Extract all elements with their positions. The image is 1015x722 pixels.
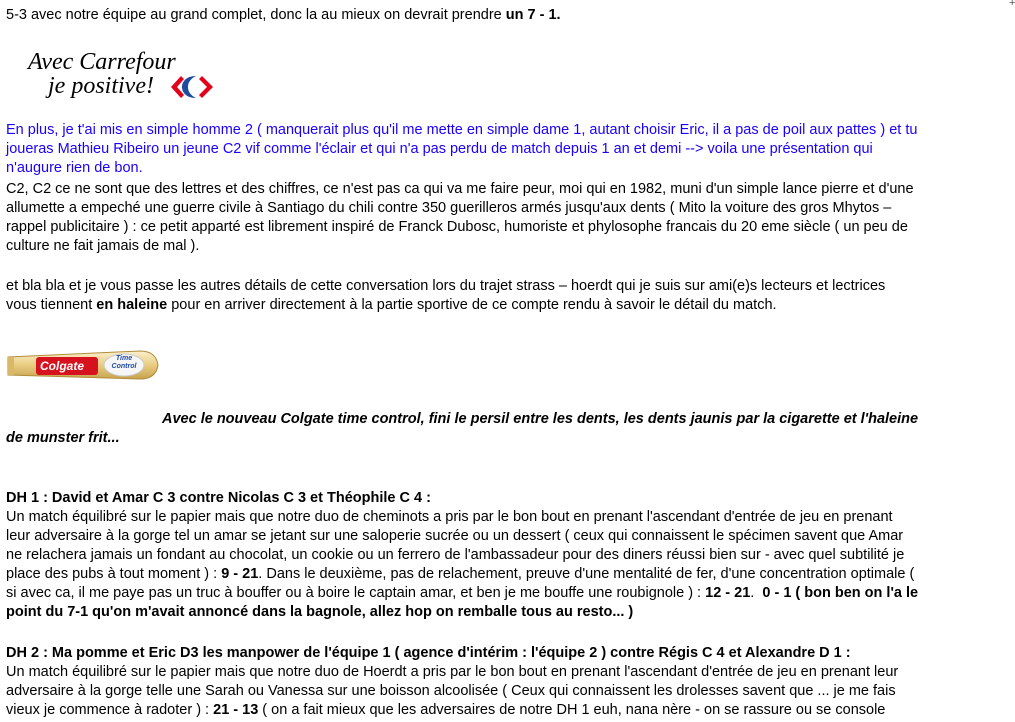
- dh1-set2-score: 12 - 21: [705, 585, 751, 601]
- dh2-section: DH 2 : Ma pomme et Eric D3 les manpower de l'équipe 1 ( agence d'intérim : l'équipe 2 ) contre Régis C 4 et Alexandre D 1 : Un match équilibré sur le papier mais que notre duo de Hoerdt a pris par le bon bout en prenant l'ascendant d'entrée de jeu en prenant leur adversaire à la gorge telle une Sarah ou Vanessa sur une boisson alcoolisée ( Ceux qui connaissent les drolesses savent que ... je me fais vieux je commence à radoter ) : 21 - 13 ( on a fait mieux que les adversaires de notre DH 1 euh, nana nère - on se rassure ou se console: [6, 645, 899, 718]
- colgate-tube-icon: [6, 345, 164, 387]
- carrefour-slogan-line1: Avec Carrefour: [28, 49, 176, 75]
- dh2-heading: DH 2 : Ma pomme et Eric D3 les manpower de l'équipe 1 ( agence d'intérim : l'équipe 2 ) contre Régis C 4 et Alexandre D 1 :: [6, 645, 851, 661]
- carrefour-logo-icon: [168, 74, 216, 100]
- carrefour-ad-image: [22, 48, 232, 104]
- blue-paragraph: En plus, je t'ai mis en simple homme 2 ( manquerait plus qu'il me mette en simple dame 1, autant choisir Eric, il a pas de poil aux pattes ) et tu joueras Mathieu Ribeiro un jeune C2 vif comme l'éclair et qui n'a pas perdu de match depuis 1 an et demi --> voila une présentation qui n'augure rien de bon.: [6, 122, 918, 176]
- intro-fragment: 5-3 avec notre équipe au grand complet, donc la au mieux on devrait prendre un 7 - 1.: [6, 7, 561, 23]
- colgate-toothpaste-image: [6, 345, 164, 387]
- colgate-product-label-1: Time: [115, 355, 133, 362]
- predicted-score: un 7 - 1.: [505, 7, 561, 23]
- colgate-product-label-2: Control: [111, 363, 137, 370]
- c2-paragraph: C2, C2 ce ne sont que des lettres et des chiffres, ce n'est pas ca qui va me faire peur, moi qui en 1982, muni d'un simple lance pierre et d'une allumette a empeché une guerre civile à Santiago du chili contre 350 guerilleros armés jusqu'aux dents ( Mito la voiture des gros Mhytos – rappel publicitaire ) : ce petit apparté est librement inspiré de Franck Dubosc, humoriste et phylosophe francais du 20 eme siècle ( un peu de culture ne fait jamais de mal ).: [6, 181, 914, 254]
- colgate-caption: Avec le nouveau Colgate time control, fini le persil entre les dents, les dents jaunis par la cigarette et l'haleine de munster frit...: [6, 411, 919, 446]
- dh1-match-result: 0 - 1 ( bon ben on l'a le: [762, 585, 919, 601]
- dh1-heading: DH 1 : David et Amar C 3 contre Nicolas C 3 et Théophile C 4 :: [6, 490, 431, 506]
- dh1-set1-score: 9 - 21: [221, 566, 259, 582]
- dh2-set1-score: 21 - 13: [213, 702, 259, 718]
- colgate-brand-label: Colgate: [40, 359, 85, 373]
- carrefour-slogan-line2: je positive!: [48, 73, 154, 99]
- bla-paragraph: et bla bla et je vous passe les autres détails de cette conversation lors du trajet strass – hoerdt qui je suis sur ami(e)s lecteurs et lectrices vous tiennent en haleine pour en arriver directement à la partie sportive de ce compte rendu à savoir le détail du match.: [6, 278, 886, 313]
- en-haleine-emphasis: en haleine: [96, 297, 168, 313]
- scroll-edge-marker: +: [1009, 0, 1015, 9]
- dh1-section: DH 1 : David et Amar C 3 contre Nicolas C 3 et Théophile C 4 : Un match équilibré sur le papier mais que notre duo de cheminots a pris par le bon bout en prenant l'ascendant d'entrée de jeu en prenant leur adversaire à la gorge tel un amar se jetant sur une saloperie sucrée ou un dessert ( ceux qui connaissent le spécimen savent que Amar ne relachera jamais un fondant au chocolat, un cookie ou un ferrero de l'ambassadeur pour des diners réussi bien sur - avec quel subtilité je place des pubs à tout moment ) : 9 - 21. Dans le deuxième, pas de relachement, preuve d'une mentalité de fer, d'une concentration optimale ( si avec ca, il me paye pas un truc à bouffer ou à boire le captain amar, et ben je me bouffe une roubignole ) : 12 - 21. 0 - 1 ( bon ben on l'a le point du 7-1 qu'on m'avait annoncé dans la bagnole, allez hop on remballe tous au resto... ): [6, 490, 919, 620]
